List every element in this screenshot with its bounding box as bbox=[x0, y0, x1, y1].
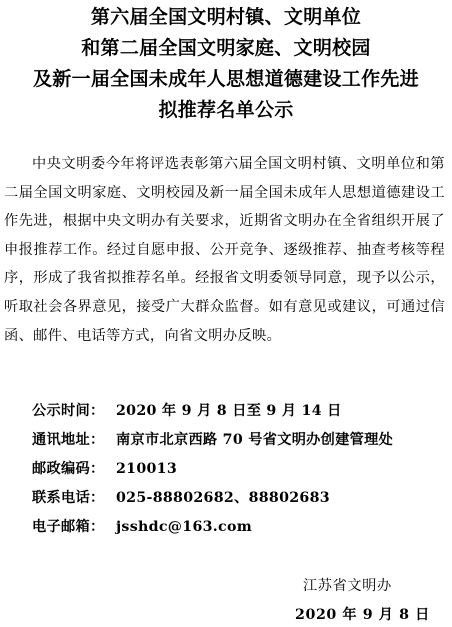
title-line-1: 第六届全国文明村镇、文明单位 bbox=[90, 6, 362, 28]
info-period bbox=[32, 400, 342, 420]
phone-label: 联系电话： bbox=[32, 490, 105, 506]
phone-value: 025-88802682、88802683 bbox=[116, 490, 330, 506]
email-value[interactable]: jsshdc@163.com bbox=[116, 519, 253, 535]
address-label: 通讯地址： bbox=[32, 432, 105, 448]
signature-date: 2020 年 9 月 8 日 bbox=[295, 607, 430, 623]
info-phone bbox=[32, 487, 330, 507]
body-paragraph: 中央文明委今年将评选表彰第六届全国文明村镇、文明单位和第二届全国文明家庭、文明校园及新一届全国未成年人思想道德建设工作先进，根据中央文明办有关要求，近期省文明办在全省组织开展了申报推荐工作。经过自愿申报、公开竞争、逐级推荐、抽查考核等程序，形成了我省拟推荐名单。经报省文明委领导同意，现予以公示，听取社会各界意见，接受广大群众监督。如有意见或建议，可通过信函、邮件、电话等方式，向省文明办反映。 bbox=[4, 156, 445, 344]
info-address bbox=[32, 429, 393, 449]
title-line-4: 拟推荐名单公示 bbox=[158, 99, 294, 121]
document-title bbox=[0, 2, 452, 126]
title-line-2: 和第二届全国文明家庭、文明校园 bbox=[81, 37, 371, 59]
signature-org: 江苏省文明办 bbox=[303, 578, 392, 594]
period-label: 公示时间： bbox=[32, 403, 105, 419]
info-postcode bbox=[32, 458, 177, 478]
period-value: 2020 年 9 月 8 日至 9 月 14 日 bbox=[116, 403, 342, 419]
address-value: 南京市北京西路 70 号省文明办创建管理处 bbox=[116, 432, 394, 448]
postcode-label: 邮政编码： bbox=[32, 461, 105, 477]
title-line-3: 及新一届全国未成年人思想道德建设工作先进 bbox=[32, 68, 419, 90]
email-label: 电子邮箱： bbox=[32, 519, 105, 535]
postcode-value: 210013 bbox=[116, 461, 178, 477]
info-email bbox=[32, 516, 252, 536]
